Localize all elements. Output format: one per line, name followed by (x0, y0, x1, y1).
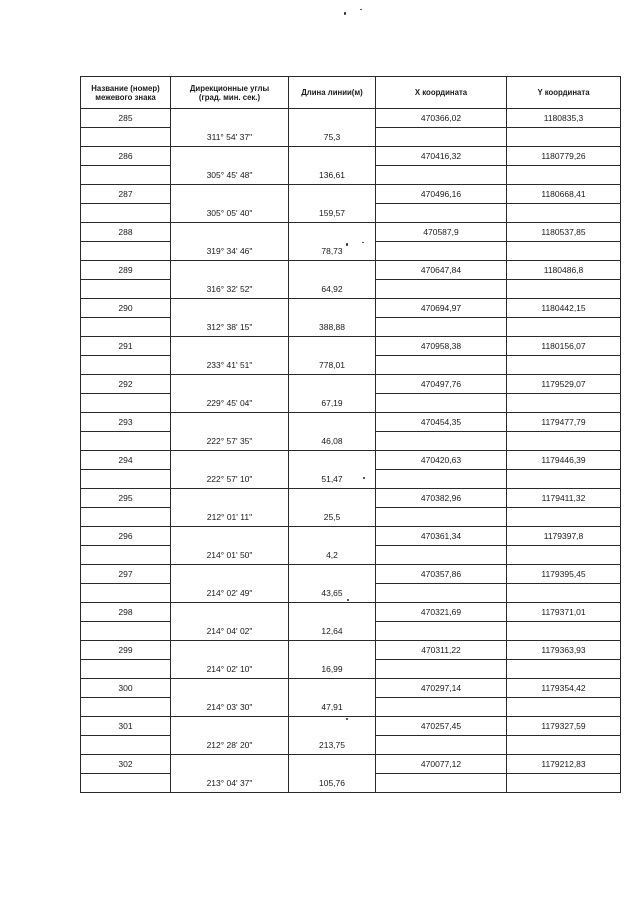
empty-cell (376, 394, 507, 413)
empty-cell (289, 299, 376, 318)
empty-cell (289, 603, 376, 622)
table-row-point (81, 641, 621, 660)
empty-cell (507, 242, 621, 261)
line-length-cell: 75,3 (289, 128, 376, 147)
empty-cell (289, 375, 376, 394)
empty-cell (376, 128, 507, 147)
scan-speck (360, 9, 362, 10)
table-row-segment (81, 318, 621, 337)
point-name-cell: 296 (81, 527, 171, 546)
point-name-cell: 293 (81, 413, 171, 432)
empty-cell (81, 204, 171, 223)
empty-cell (171, 261, 289, 280)
table-row-point (81, 603, 621, 622)
empty-cell (171, 451, 289, 470)
empty-cell (507, 166, 621, 185)
empty-cell (376, 470, 507, 489)
table-row-segment (81, 432, 621, 451)
direction-angle-cell: 233° 41' 51" (171, 356, 289, 375)
table-row-point (81, 147, 621, 166)
empty-cell (376, 698, 507, 717)
empty-cell (171, 109, 289, 128)
point-name-cell: 285 (81, 109, 171, 128)
empty-cell (376, 280, 507, 299)
line-length-cell: 388,88 (289, 318, 376, 337)
y-coordinate-cell: 1179446,39 (507, 451, 621, 470)
table-row-point (81, 185, 621, 204)
table-row-point (81, 717, 621, 736)
empty-cell (171, 489, 289, 508)
empty-cell (376, 242, 507, 261)
table-row-point (81, 375, 621, 394)
x-coordinate-cell: 470420,63 (376, 451, 507, 470)
point-name-cell: 289 (81, 261, 171, 280)
table-row-point (81, 565, 621, 584)
empty-cell (376, 546, 507, 565)
direction-angle-cell: 212° 01' 11" (171, 508, 289, 527)
empty-cell (171, 679, 289, 698)
empty-cell (507, 394, 621, 413)
point-name-cell: 292 (81, 375, 171, 394)
x-coordinate-cell: 470647,84 (376, 261, 507, 280)
line-length-cell: 12,64 (289, 622, 376, 641)
table-row-segment (81, 356, 621, 375)
boundary-coordinates-table (80, 76, 621, 793)
x-coordinate-cell: 470454,35 (376, 413, 507, 432)
y-coordinate-cell: 1179411,32 (507, 489, 621, 508)
header-name-line-2: межевого знака (95, 92, 156, 102)
table-row-point (81, 755, 621, 774)
x-coordinate-cell: 470361,34 (376, 527, 507, 546)
y-coordinate-cell: 1180537,85 (507, 223, 621, 242)
empty-cell (289, 261, 376, 280)
point-name-cell: 302 (81, 755, 171, 774)
y-coordinate-cell: 1180779,26 (507, 147, 621, 166)
empty-cell (507, 470, 621, 489)
direction-angle-cell: 214° 01' 50" (171, 546, 289, 565)
empty-cell (376, 166, 507, 185)
header-angle (171, 77, 289, 109)
empty-cell (289, 755, 376, 774)
empty-cell (81, 280, 171, 299)
direction-angle-cell: 319° 34' 46" (171, 242, 289, 261)
line-length-cell: 47,91 (289, 698, 376, 717)
direction-angle-cell: 312° 38' 15" (171, 318, 289, 337)
empty-cell (81, 698, 171, 717)
table-row-point (81, 451, 621, 470)
header-x: X координата (376, 77, 507, 109)
table-row-segment (81, 774, 621, 793)
empty-cell (376, 584, 507, 603)
empty-cell (507, 128, 621, 147)
point-name-cell: 291 (81, 337, 171, 356)
empty-cell (507, 508, 621, 527)
point-name-cell: 294 (81, 451, 171, 470)
point-name-cell: 287 (81, 185, 171, 204)
empty-cell (376, 508, 507, 527)
table-row-point (81, 413, 621, 432)
table-row-point (81, 489, 621, 508)
line-length-cell: 46,08 (289, 432, 376, 451)
table-row-segment (81, 698, 621, 717)
line-length-cell: 16,99 (289, 660, 376, 679)
point-name-cell: 300 (81, 679, 171, 698)
empty-cell (171, 147, 289, 166)
table-row-segment (81, 280, 621, 299)
y-coordinate-cell: 1180668,41 (507, 185, 621, 204)
point-name-cell: 290 (81, 299, 171, 318)
empty-cell (289, 489, 376, 508)
empty-cell (507, 660, 621, 679)
empty-cell (507, 584, 621, 603)
x-coordinate-cell: 470077,12 (376, 755, 507, 774)
x-coordinate-cell: 470416,32 (376, 147, 507, 166)
header-angle-line-1: Дирекционные углы (189, 83, 270, 93)
line-length-cell: 213,75 (289, 736, 376, 755)
table-row-segment (81, 660, 621, 679)
x-coordinate-cell: 470366,02 (376, 109, 507, 128)
table-row-point (81, 337, 621, 356)
table-row-segment (81, 204, 621, 223)
header-angle-line-2: (град. мин. сек.) (198, 92, 261, 102)
empty-cell (289, 527, 376, 546)
y-coordinate-cell: 1180486,8 (507, 261, 621, 280)
x-coordinate-cell: 470958,38 (376, 337, 507, 356)
y-coordinate-cell: 1179397,8 (507, 527, 621, 546)
empty-cell (81, 774, 171, 793)
point-name-cell: 288 (81, 223, 171, 242)
table-row-point (81, 679, 621, 698)
header-name (81, 77, 171, 109)
empty-cell (376, 432, 507, 451)
direction-angle-cell: 214° 02' 10" (171, 660, 289, 679)
empty-cell (507, 736, 621, 755)
x-coordinate-cell: 470497,76 (376, 375, 507, 394)
direction-angle-cell: 222° 57' 10" (171, 470, 289, 489)
line-length-cell: 78,73 (289, 242, 376, 261)
y-coordinate-cell: 1180442,15 (507, 299, 621, 318)
empty-cell (81, 660, 171, 679)
line-length-cell: 67,19 (289, 394, 376, 413)
y-coordinate-cell: 1179212,83 (507, 755, 621, 774)
direction-angle-cell: 214° 03' 30" (171, 698, 289, 717)
empty-cell (81, 432, 171, 451)
empty-cell (507, 280, 621, 299)
point-name-cell: 295 (81, 489, 171, 508)
table-row-point (81, 109, 621, 128)
empty-cell (171, 641, 289, 660)
empty-cell (81, 736, 171, 755)
line-length-cell: 25,5 (289, 508, 376, 527)
empty-cell (507, 546, 621, 565)
empty-cell (171, 337, 289, 356)
x-coordinate-cell: 470297,14 (376, 679, 507, 698)
table-row-segment (81, 508, 621, 527)
table-row-segment (81, 546, 621, 565)
direction-angle-cell: 316° 32' 52" (171, 280, 289, 299)
line-length-cell: 4,2 (289, 546, 376, 565)
table-row-point (81, 223, 621, 242)
table-row-segment (81, 622, 621, 641)
empty-cell (507, 204, 621, 223)
point-name-cell: 297 (81, 565, 171, 584)
empty-cell (171, 223, 289, 242)
table-row-segment (81, 166, 621, 185)
empty-cell (81, 508, 171, 527)
line-length-cell: 43,65 (289, 584, 376, 603)
table-row-point (81, 527, 621, 546)
empty-cell (81, 356, 171, 375)
y-coordinate-cell: 1179363,93 (507, 641, 621, 660)
direction-angle-cell: 214° 04' 02" (171, 622, 289, 641)
empty-cell (81, 318, 171, 337)
y-coordinate-cell: 1179354,42 (507, 679, 621, 698)
x-coordinate-cell: 470496,16 (376, 185, 507, 204)
line-length-cell: 51,47 (289, 470, 376, 489)
empty-cell (171, 603, 289, 622)
empty-cell (376, 774, 507, 793)
empty-cell (289, 185, 376, 204)
empty-cell (376, 204, 507, 223)
empty-cell (81, 128, 171, 147)
empty-cell (289, 679, 376, 698)
point-name-cell: 286 (81, 147, 171, 166)
direction-angle-cell: 305° 45' 48" (171, 166, 289, 185)
direction-angle-cell: 311° 54' 37" (171, 128, 289, 147)
empty-cell (171, 755, 289, 774)
x-coordinate-cell: 470357,86 (376, 565, 507, 584)
table-row-segment (81, 242, 621, 261)
table-header-row (81, 77, 621, 109)
direction-angle-cell: 213° 04' 37" (171, 774, 289, 793)
empty-cell (507, 432, 621, 451)
header-y: Y координата (507, 77, 621, 109)
direction-angle-cell: 222° 57' 35" (171, 432, 289, 451)
point-name-cell: 298 (81, 603, 171, 622)
table-row-segment (81, 128, 621, 147)
x-coordinate-cell: 470587,9 (376, 223, 507, 242)
empty-cell (289, 413, 376, 432)
table-row-point (81, 261, 621, 280)
x-coordinate-cell: 470321,69 (376, 603, 507, 622)
empty-cell (507, 698, 621, 717)
line-length-cell: 159,57 (289, 204, 376, 223)
empty-cell (81, 584, 171, 603)
empty-cell (289, 565, 376, 584)
table-row-segment (81, 394, 621, 413)
empty-cell (289, 223, 376, 242)
line-length-cell: 136,61 (289, 166, 376, 185)
y-coordinate-cell: 1179327,59 (507, 717, 621, 736)
empty-cell (81, 622, 171, 641)
empty-cell (171, 185, 289, 204)
y-coordinate-cell: 1180156,07 (507, 337, 621, 356)
x-coordinate-cell: 470311,22 (376, 641, 507, 660)
empty-cell (171, 717, 289, 736)
x-coordinate-cell: 470694,97 (376, 299, 507, 318)
point-name-cell: 301 (81, 717, 171, 736)
table-body (81, 109, 621, 793)
x-coordinate-cell: 470382,96 (376, 489, 507, 508)
empty-cell (171, 565, 289, 584)
y-coordinate-cell: 1179477,79 (507, 413, 621, 432)
empty-cell (376, 622, 507, 641)
y-coordinate-cell: 1179395,45 (507, 565, 621, 584)
y-coordinate-cell: 1179529,07 (507, 375, 621, 394)
empty-cell (289, 717, 376, 736)
header-length: Длина линии(м) (289, 77, 376, 109)
empty-cell (507, 774, 621, 793)
empty-cell (171, 299, 289, 318)
direction-angle-cell: 305° 05' 40" (171, 204, 289, 223)
empty-cell (171, 527, 289, 546)
table-row-point (81, 299, 621, 318)
table-row-segment (81, 470, 621, 489)
line-length-cell: 64,92 (289, 280, 376, 299)
empty-cell (289, 451, 376, 470)
table-row-segment (81, 584, 621, 603)
empty-cell (289, 147, 376, 166)
empty-cell (289, 109, 376, 128)
point-name-cell: 299 (81, 641, 171, 660)
empty-cell (376, 736, 507, 755)
empty-cell (171, 413, 289, 432)
header-name-line-1: Название (номер) (91, 83, 160, 93)
empty-cell (507, 356, 621, 375)
table-row-segment (81, 736, 621, 755)
empty-cell (507, 318, 621, 337)
line-length-cell: 105,76 (289, 774, 376, 793)
empty-cell (376, 356, 507, 375)
empty-cell (81, 546, 171, 565)
scan-speck (344, 12, 346, 15)
y-coordinate-cell: 1180835,3 (507, 109, 621, 128)
empty-cell (289, 641, 376, 660)
empty-cell (507, 622, 621, 641)
empty-cell (81, 242, 171, 261)
y-coordinate-cell: 1179371,01 (507, 603, 621, 622)
empty-cell (376, 660, 507, 679)
direction-angle-cell: 229° 45' 04" (171, 394, 289, 413)
x-coordinate-cell: 470257,45 (376, 717, 507, 736)
empty-cell (81, 394, 171, 413)
direction-angle-cell: 214° 02' 49" (171, 584, 289, 603)
empty-cell (171, 375, 289, 394)
empty-cell (376, 318, 507, 337)
empty-cell (81, 166, 171, 185)
direction-angle-cell: 212° 28' 20" (171, 736, 289, 755)
line-length-cell: 778,01 (289, 356, 376, 375)
empty-cell (81, 470, 171, 489)
empty-cell (289, 337, 376, 356)
